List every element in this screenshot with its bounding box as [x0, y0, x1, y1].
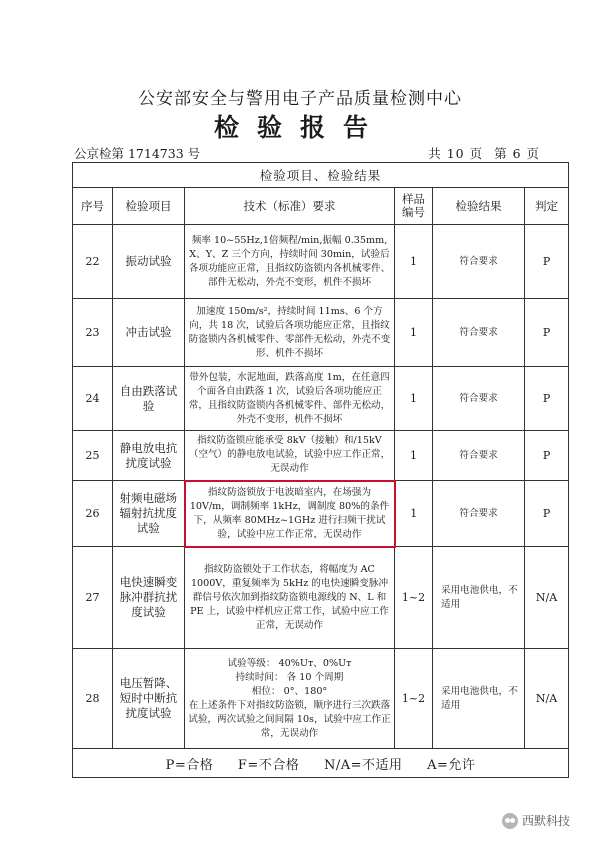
row-no: 28 — [73, 649, 113, 749]
watermark — [502, 812, 570, 829]
row-result: 符合要求 — [433, 431, 525, 481]
row-result: 符合要求 — [433, 299, 525, 367]
row-no: 23 — [73, 299, 113, 367]
table-caption-row — [73, 163, 569, 188]
legend-na: N/A=不适用 — [323, 757, 403, 773]
row-no: 25 — [73, 431, 113, 481]
legend-fail: F=不合格 — [237, 757, 300, 773]
watermark-text: 西默科技 — [521, 814, 570, 828]
legend-row — [73, 749, 569, 778]
table-caption: 检验项目、检验结果 — [73, 163, 569, 188]
report-number: 公京检第 1714733 号 — [74, 146, 201, 161]
row-no: 24 — [73, 367, 113, 431]
col-header-requirement: 技术（标准）要求 — [185, 188, 395, 225]
table-row — [73, 225, 569, 299]
col-header-verdict: 判定 — [525, 188, 569, 225]
table-header-row — [73, 188, 569, 225]
row-no: 22 — [73, 225, 113, 299]
inspection-table — [72, 162, 569, 778]
row-item: 静电放电抗扰度试验 — [113, 431, 185, 481]
row-requirement: 加速度 150m/s²，持续时间 11ms、6 个方向，共 18 次，试验后各项功能应正常，且指纹防盗锁内各机械零件、零部件无松动，外壳不变形、机件不损坏 — [185, 299, 395, 367]
legend-pass: P=合格 — [165, 757, 214, 773]
total-pages: 共 10 页 — [428, 146, 484, 161]
row-result: 采用电池供电，不适用 — [433, 649, 525, 749]
row-requirement: 带外包装，水泥地面，跌落高度 1m，在任意四个面各自由跌落 1 次，试验后各项功能应正常，且指纹防盗锁内各机械零件、部件无松动，外壳不变形，机件不损坏 — [185, 367, 395, 431]
row-sample: 1 — [395, 481, 433, 547]
col-header-item: 检验项目 — [113, 188, 185, 225]
row-result: 符合要求 — [433, 481, 525, 547]
row-no: 27 — [73, 547, 113, 649]
table-row — [73, 431, 569, 481]
row-verdict: N/A — [525, 649, 569, 749]
organization-name: 公安部安全与警用电子产品质量检测中心 — [138, 89, 462, 109]
row-result: 采用电池供电，不适用 — [433, 547, 525, 649]
row-sample: 1 — [395, 367, 433, 431]
row-no: 26 — [73, 481, 113, 547]
page-info — [422, 144, 540, 162]
col-header-result: 检验结果 — [433, 188, 525, 225]
row-verdict: P — [525, 225, 569, 299]
row-item: 自由跌落试验 — [113, 367, 185, 431]
col-header-no: 序号 — [73, 188, 113, 225]
legend — [73, 749, 569, 778]
row-item: 射频电磁场辐射抗扰度试验 — [113, 481, 185, 547]
row-sample: 1~2 — [395, 649, 433, 749]
table-row — [73, 481, 569, 547]
row-requirement: 指纹防盗锁应能承受 8kV（接触）和/15kV（空气）的静电放电试验，试验中应工作正常，无误动作 — [185, 431, 395, 481]
row-result: 符合要求 — [433, 225, 525, 299]
row-requirement: 频率 10~55Hz,1倍频程/min,振幅 0.35mm, X、Y、Z 三个方向，持续时间 30min，试验后各项功能应正常，且指纹防盗锁内各机械零件、部件无松动，外壳不变形，机件不损坏 — [185, 225, 395, 299]
table-row — [73, 649, 569, 749]
table-row — [73, 299, 569, 367]
row-sample: 1 — [395, 225, 433, 299]
highlighted-requirement: 指纹防盗锁放于电波暗室内，在场强为 10V/m，调制频率 1kHz，调制度 80%的条件下，从频率 80MHz~1GHz 进行扫频干扰试验，试验中应工作正常，无误动作 — [185, 481, 395, 547]
legend-allow: A=允许 — [427, 757, 476, 773]
row-item: 冲击试验 — [113, 299, 185, 367]
row-verdict: P — [525, 367, 569, 431]
row-requirement: 试验等级： 40%Uт、0%Uт 持续时间： 各 10 个周期 相位： 0°、180° 在上述条件下对指纹防盗锁，顺序进行三次跌落试验，两次试验之间间隔 10s，试验中应工作正常，无误动作 — [185, 649, 395, 749]
report-meta — [74, 144, 540, 162]
row-sample: 1 — [395, 431, 433, 481]
wechat-icon — [502, 813, 518, 829]
row-sample: 1 — [395, 299, 433, 367]
row-verdict: P — [525, 299, 569, 367]
row-item: 振动试验 — [113, 225, 185, 299]
row-verdict: P — [525, 481, 569, 547]
row-verdict: N/A — [525, 547, 569, 649]
table-row — [73, 367, 569, 431]
col-header-sample: 样品编号 — [395, 188, 433, 225]
table-row — [73, 547, 569, 649]
page-number: 第 6 页 — [494, 146, 540, 161]
row-sample: 1~2 — [395, 547, 433, 649]
row-verdict: P — [525, 431, 569, 481]
row-item: 电快速瞬变脉冲群抗扰度试验 — [113, 547, 185, 649]
document-title: 检验报告 — [213, 113, 386, 142]
row-item: 电压暂降、短时中断抗扰度试验 — [113, 649, 185, 749]
row-result: 符合要求 — [433, 367, 525, 431]
row-requirement: 指纹防盗锁处于工作状态，将幅度为 AC 1000V，重复频率为 5kHz 的电快速瞬变脉冲群信号依次加到指纹防盗锁电源线的 N、L 和 PE 上，试验中样机应正常工作，试验中应工作正常，无误动作 — [185, 547, 395, 649]
